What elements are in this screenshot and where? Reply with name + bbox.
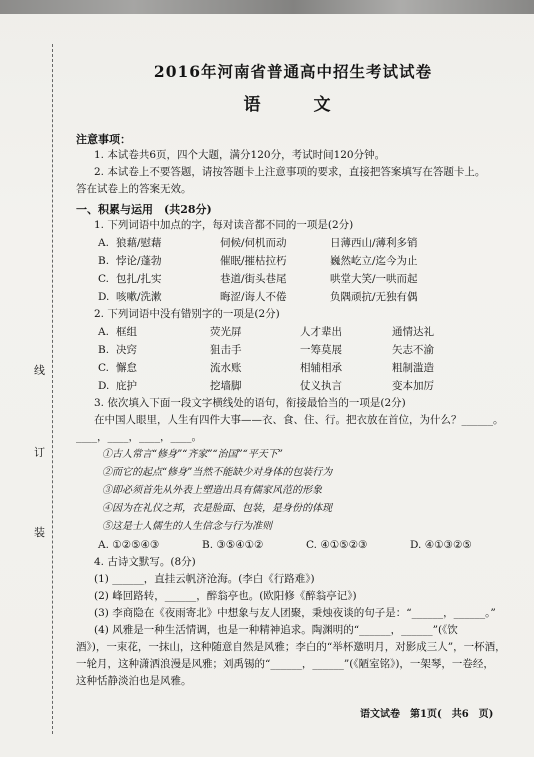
q2-c-2: 流水账 [210,362,242,374]
q3-item-4: ④因为在礼仪之邦，衣是脸面、包装，是身份的体现 [102,503,332,514]
binding-dashed-line [52,44,53,734]
q1-d-label: D. [98,291,110,303]
q2-b-3: 一筹莫展 [300,344,342,356]
q2-d-1: 庇护 [116,380,137,392]
q3-item-1: ①古人常言“修身”“齐家”“治国”“平天下” [102,449,283,460]
q1-d-1: 咳嗽/洗漱 [116,291,162,303]
q1-a-1: 狼藉/慰藉 [116,237,162,249]
q1-d-3: 负隅顽抗/无独有偶 [330,291,418,303]
exam-title: 2016年河南省普通高中招生考试试卷 [153,62,433,81]
q2-a-1: 框组 [116,326,137,338]
q1-options [76,234,516,306]
q2-a-4: 通情达礼 [392,326,434,338]
q2-c-1: 懈怠 [116,362,137,374]
scan-top-edge [0,0,534,14]
q2-d-label: D. [98,380,110,392]
q4-line-7: 这种恬静淡泊也是风雅。 [76,675,192,687]
q4-stem: 4. 古诗文默写。(8分) [94,556,196,568]
q1-b-1: 悖论/蓬勃 [116,255,162,267]
q3-option-d: D. ④①③②⑤ [410,539,472,551]
q3-item-3: ③即必须首先从外表上塑造出具有儒家风范的形象 [102,485,322,496]
q1-c-2: 巷道/街头巷尾 [220,273,287,285]
q3-options [76,536,516,554]
q2-d-2: 挖墙脚 [210,380,242,392]
q4-line-5: 酒》)，一束花，一抹山，这种随意自然是风雅；李白的“举杯邀明月，对影成三人”，一杯酒， [76,641,506,653]
q4-line-1: (1) ______，直挂云帆济沧海。(李白《行路难》) [94,573,315,585]
q3-option-a: A. ①②⑤④③ [98,539,160,551]
binding-label-ding: 订 [34,446,45,459]
q2-d-3: 仗义执言 [300,380,342,392]
q1-c-label: C. [98,273,109,285]
q1-a-3: 日薄西山/薄利多销 [330,237,418,249]
q1-b-2: 催眠/摧枯拉朽 [220,255,287,267]
q2-b-label: B. [98,344,110,356]
q3-text: 在中国人眼里，人生有四件大事——衣、食、住、行。把衣放在首位，为什么？______。 [94,414,504,426]
note-2: 2. 本试卷上不要答题，请按答题卡上注意事项的要求，直接把答案填写在答题卡上。 [94,166,486,178]
q4-line-4: (4) 风雅是一种生活情调，也是一种精神追求。陶渊明的“______，______”(《饮 [94,624,458,636]
q2-a-2: 荧光屏 [210,326,242,338]
q1-c-1: 包扎/扎实 [116,273,162,285]
q1-stem: 1. 下列词语中加点的字，每对读音都不同的一项是(2分) [94,219,354,231]
q3-option-c: C. ④①⑤②③ [306,539,368,551]
q2-c-4: 粗制滥造 [392,362,434,374]
page-footer: 语文试卷 第1页( 共6 页) [360,709,494,720]
binding-label-zhuang: 装 [34,526,45,539]
q3-stem: 3. 依次填入下面一段文字横线处的语句，衔接最恰当的一项是(2分) [94,397,406,409]
q4-line-3: (3) 李商隐在《夜雨寄北》中想象与友人团聚，秉烛夜谈的句子是：“______，______。” [94,607,496,619]
q2-stem: 2. 下列词语中没有错别字的一项是(2分) [94,308,280,320]
q2-b-2: 狙击手 [210,344,242,356]
note-2-cont: 答在试卷上的答案无效。 [76,183,192,195]
q2-c-label: C. [98,362,109,374]
section-1-heading: 一、积累与运用 (共28分) [76,203,212,216]
q1-d-2: 晦涩/诲人不倦 [220,291,287,303]
binding-margin [0,14,60,757]
q1-c-3: 哄堂大笑/一哄而起 [330,273,418,285]
q3-item-5: ⑤这是士人儒生的人生信念与行为准则 [102,521,272,532]
q4-line-2: (2) 峰回路转，______，醉翁亭也。(欧阳修《醉翁亭记》) [94,590,357,602]
q2-b-4: 矢志不渝 [392,344,434,356]
q3-text-cont: ____，____，____，____。 [76,431,202,443]
q2-c-3: 相辅相承 [300,362,342,374]
q2-d-4: 变本加厉 [392,380,434,392]
q4-line-6: 一轮月，这种潇洒浪漫是风雅；刘禹锡的“______，______”(《陋室铭》)，一架琴，一卷经， [76,658,494,670]
q1-a-2: 伺候/伺机而动 [220,237,287,249]
exam-content [76,60,516,690]
q2-options [76,323,516,395]
q2-b-1: 决窍 [116,344,137,356]
q2-a-3: 人才辈出 [300,326,342,338]
note-1: 1. 本试卷共6页，四个大题，满分120分，考试时间120分钟。 [94,149,386,161]
notes-heading: 注意事项： [76,133,131,146]
q1-b-3: 巍然屹立/迄今为止 [330,255,418,267]
binding-label-line: 线 [34,364,45,377]
q1-a-label: A. [98,237,109,249]
q1-b-label: B. [98,255,110,267]
q3-option-b: B. ③⑤④①② [202,539,264,551]
exam-subject: 语 文 [243,95,349,115]
q3-item-2: ②而它的起点“修身”当然不能缺少对身体的包装行为 [102,467,333,478]
q2-a-label: A. [98,326,109,338]
